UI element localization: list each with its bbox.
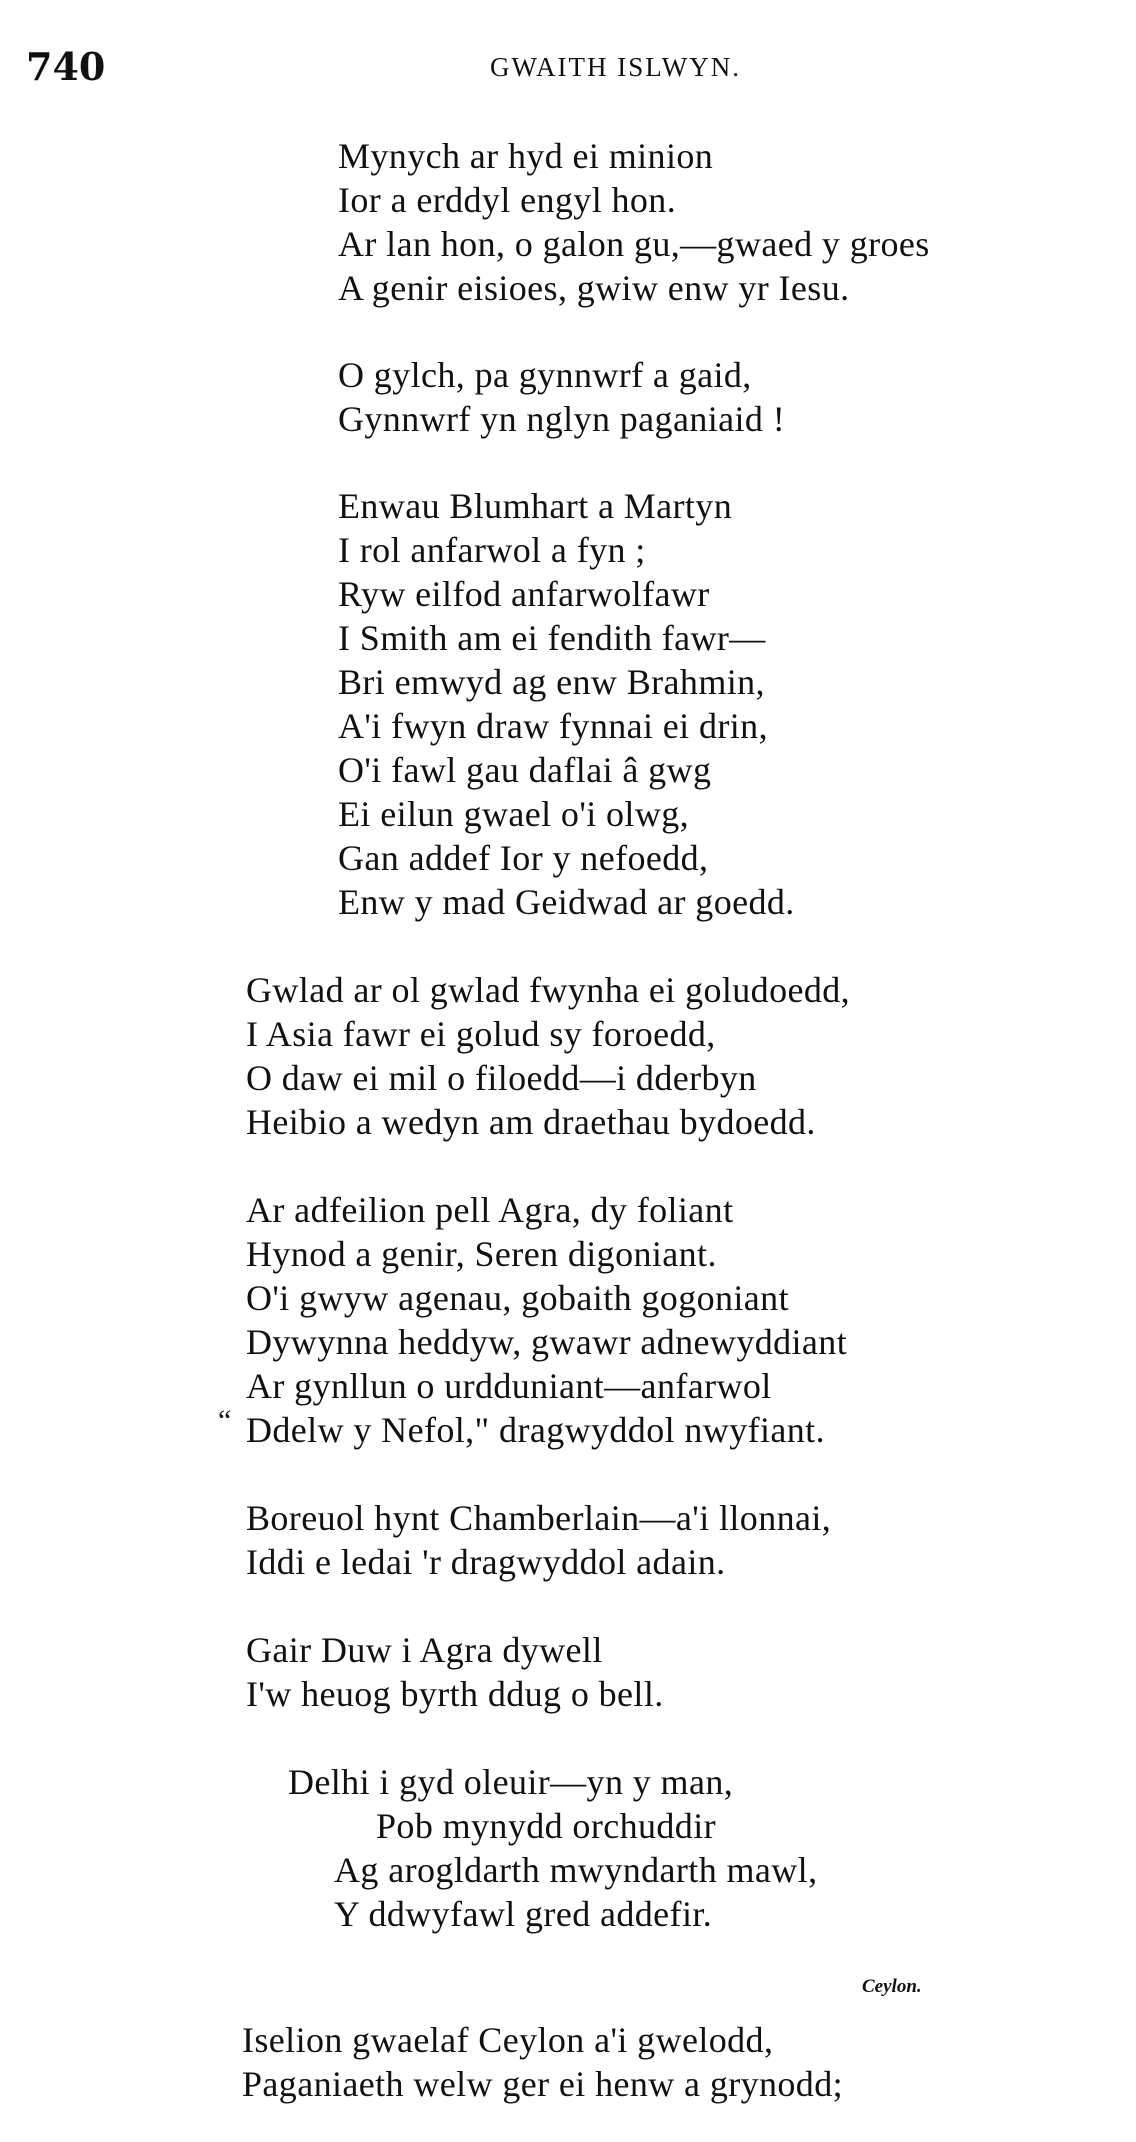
poem-line: Gair Duw i Agra dywell: [246, 1630, 603, 1670]
page-number: 740: [26, 44, 106, 89]
poem-line: Iddi e ledai 'r dragwyddol adain.: [246, 1542, 726, 1582]
poem-line: O daw ei mil o filoedd—i dderbyn: [246, 1058, 757, 1098]
poem-line: I'w heuog byrth ddug o bell.: [246, 1674, 664, 1714]
poem-line: I Smith am ei fendith fawr—: [338, 618, 766, 658]
poem-line: O gylch, pa gynnwrf a gaid,: [338, 355, 752, 395]
poem-line: Ag arogldarth mwyndarth mawl,: [334, 1850, 818, 1890]
poem-line: O'i fawl gau daflai â gwg: [338, 750, 712, 790]
poem-line: Gan addef Ior y nefoedd,: [338, 838, 709, 878]
poem-line: Pob mynydd orchuddir: [376, 1806, 716, 1846]
poem-line: Ar adfeilion pell Agra, dy foliant: [246, 1190, 734, 1230]
poem-line: Ar gynllun o urdduniant—anfarwol: [246, 1366, 772, 1406]
poem-line: A genir eisioes, gwiw enw yr Iesu.: [338, 268, 850, 308]
poem-line: Boreuol hynt Chamberlain—a'i llonnai,: [246, 1498, 832, 1538]
poem-line: Paganiaeth welw ger ei henw a grynodd;: [242, 2064, 844, 2104]
poem-line: Ddelw y Nefol," dragwyddol nwyfiant.: [246, 1410, 825, 1450]
poem-line: Delhi i gyd oleuir—yn y man,: [288, 1762, 734, 1802]
poem-line: Ei eilun gwael o'i olwg,: [338, 794, 690, 834]
poem-line: I rol anfarwol a fyn ;: [338, 530, 646, 570]
sidenote: Ceylon.: [862, 1976, 922, 1997]
poem-line: Bri emwyd ag enw Brahmin,: [338, 662, 765, 702]
poem-line: Enwau Blumhart a Martyn: [338, 486, 733, 526]
poem-line: Ior a erddyl engyl hon.: [338, 180, 677, 220]
poem-line: Hynod a genir, Seren digoniant.: [246, 1234, 717, 1274]
opening-quote-mark: “: [218, 1404, 232, 1437]
poem-line: Gynnwrf yn nglyn paganiaid !: [338, 399, 786, 439]
poem-line: Gwlad ar ol gwlad fwynha ei goludoedd,: [246, 970, 851, 1010]
poem-line: Y ddwyfawl gred addefir.: [334, 1894, 713, 1934]
poem-line: Enw y mad Geidwad ar goedd.: [338, 882, 795, 922]
poem-line: I Asia fawr ei golud sy foroedd,: [246, 1014, 716, 1054]
poem-line: Iselion gwaelaf Ceylon a'i gwelodd,: [242, 2020, 774, 2060]
running-head: GWAITH ISLWYN.: [490, 52, 741, 82]
poem-line: O'i gwyw agenau, gobaith gogoniant: [246, 1278, 789, 1318]
poem-line: Mynych ar hyd ei minion: [338, 136, 714, 176]
poem-line: Heibio a wedyn am draethau bydoedd.: [246, 1102, 816, 1142]
poem-line: Ryw eilfod anfarwolfawr: [338, 574, 710, 614]
poem-line: Ar lan hon, o galon gu,—gwaed y groes: [338, 224, 930, 264]
poem-line: Dywynna heddyw, gwawr adnewyddiant: [246, 1322, 848, 1362]
poem-line: A'i fwyn draw fynnai ei drin,: [338, 706, 768, 746]
